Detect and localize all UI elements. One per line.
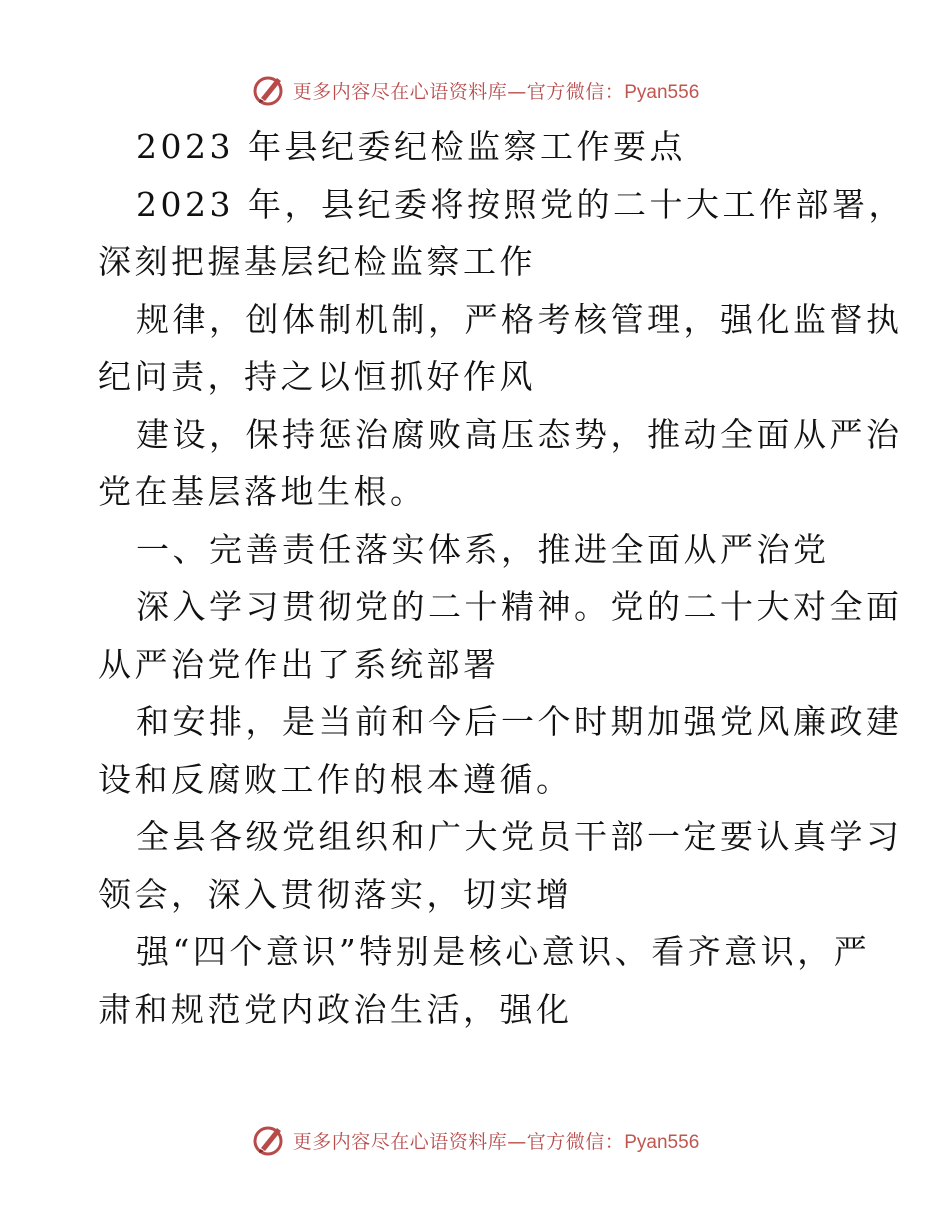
header-banner-text <box>293 77 700 104</box>
footer-banner-dash: — <box>507 1130 527 1153</box>
footer-wechat-id: Pyan556 <box>624 1131 700 1153</box>
text-line: 设和反腐败工作的根本遵循。 <box>98 759 573 799</box>
quill-pen-logo-icon <box>251 1122 287 1158</box>
text-line: 从严治党作出了系统部署 <box>98 644 500 684</box>
text-line: 强“四个意识”特别是核心意识、看齐意识，严 <box>136 932 871 971</box>
text-line: 领会，深入贯彻落实，切实增 <box>98 874 573 914</box>
header-banner <box>0 70 950 110</box>
header-wechat-label: 官方微信： <box>526 80 625 103</box>
text-line: 建设，保持惩治腐败高压态势，推动全面从严治 <box>136 414 903 454</box>
text-line: 一、完善责任落实体系，推进全面从严治党 <box>136 529 830 569</box>
text-line: 2023 年县纪委纪检监察工作要点 <box>136 127 686 166</box>
footer-banner-cn: 更多内容尽在心语资料库 <box>292 1130 508 1153</box>
text-line: 2023 年，县纪委将按照党的二十大工作部署， <box>136 184 905 224</box>
text-line: 和安排，是当前和今后一个时期加强党风廉政建 <box>136 702 903 741</box>
footer-wechat-label: 官方微信： <box>526 1130 625 1153</box>
quill-pen-logo-icon <box>251 72 287 108</box>
text-line: 深入学习贯彻党的二十精神。党的二十大对全面 <box>136 587 903 626</box>
header-banner-dash: — <box>507 80 527 103</box>
header-banner-cn: 更多内容尽在心语资料库 <box>292 80 508 103</box>
document-body <box>98 118 905 1038</box>
text-line: 党在基层落地生根。 <box>98 472 427 511</box>
text-line: 规律，创体制机制，严格考核管理，强化监督执 <box>136 299 903 339</box>
text-line: 深刻把握基层纪检监察工作 <box>98 242 536 281</box>
header-wechat-id: Pyan556 <box>624 81 700 103</box>
footer-banner <box>0 1120 950 1160</box>
footer-banner-text <box>293 1127 700 1154</box>
text-line: 全县各级党组织和广大党员干部一定要认真学习 <box>136 817 903 856</box>
text-line: 肃和规范党内政治生活，强化 <box>98 989 573 1029</box>
text-line: 纪问责，持之以恒抓好作风 <box>98 357 536 396</box>
